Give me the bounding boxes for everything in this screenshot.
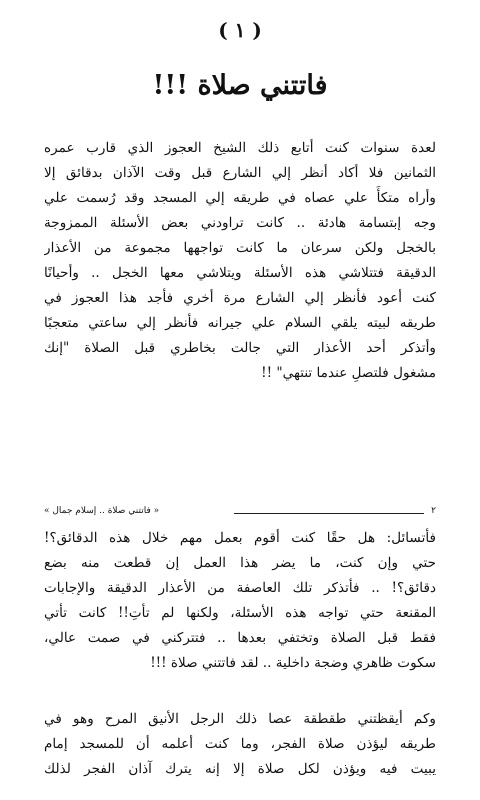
- text-line: وكم أيقظتني طقطقة عصا ذلك الرجل الأنيق المرح وهو في: [44, 711, 436, 727]
- text-line: كنت أعود فأنظر إلي الشارع مرة أخري فأجد هذا العجوز في: [44, 290, 436, 306]
- text-line: وجه إبتسامة هادئة .. كانت تراودني بعض الأسئلة الممزوجة: [44, 215, 436, 231]
- running-footer: [44, 506, 436, 520]
- chapter-title: فاتتني صلاة !!!: [152, 70, 328, 101]
- text-line: وأتذكر أحد الأعذار التي جالت بخاطري قبل الصلاة "إنك: [44, 340, 436, 356]
- text-line: الثمانين فلا أكاد أنظر إلي الشارع قبل وقت الآذان بدقائق إلا: [44, 165, 436, 181]
- text-line: طريقه ليؤذن صلاة الفجر، وما كنت أعلمه أن للمسجد إمام: [44, 736, 436, 752]
- text-line: دقائق؟! .. فأتذكر تلك العاصفة من الأعذار الدقيقة والإجابات: [44, 580, 436, 596]
- text-line: الدقيقة فتتلاشي هذه الأسئلة ويتلاشي معها الخجل .. وأحيانًا: [44, 265, 436, 281]
- paragraph-3: [44, 707, 436, 782]
- text-line: بالخجل ولكن سرعان ما كانت تواجهها مجموعة من الأعذار: [44, 240, 436, 256]
- paragraph-1: [44, 136, 436, 386]
- text-line: فأتسائل: هل حقًا كنت أقوم بعمل مهم خلال هذه الدقائق؟!: [44, 530, 436, 546]
- text-line: يبيت فيه ويؤذن لكل صلاة إلا إنه يترك آذان الفجر لذلك: [44, 761, 436, 777]
- footer-title: « فاتتني صلاة .. إسلام جمال »: [44, 506, 160, 516]
- text-line: سكوت ظاهري وضجة داخلية .. لقد فاتتني صلاة !!!: [150, 655, 436, 671]
- text-line: المقنعة حتي تواجه هذه الأسئلة، ولكنها لم تأتِ!! كانت تأتي: [44, 605, 436, 621]
- text-line: طريقه لبيته يلقي السلام علي جيرانه فأنظر إلي ساعتي متعجبًا: [44, 315, 436, 331]
- footer-page-number: ٢: [431, 506, 436, 516]
- footer-divider: [234, 513, 424, 514]
- page-number: ( ١ ): [218, 18, 262, 42]
- text-line: وأراه متكأً علي عصاه في طريقه إلي المسجد وقد رُسمت علي: [44, 190, 436, 206]
- text-line: فقط قبل الصلاة وتختفي بعدها .. فتتركني في صمت عالي،: [44, 630, 436, 646]
- text-line: مشغول فلتصلِ عندما تنتهي" !!: [261, 365, 436, 381]
- text-line: لعدة سنوات كنت أتابع ذلك الشيخ العجوز الذي قارب عمره: [44, 140, 436, 156]
- paragraph-2: [44, 526, 436, 676]
- text-line: حتي وإن كنت، ما يضر هذا العمل إن قطعت منه بضع: [44, 555, 436, 571]
